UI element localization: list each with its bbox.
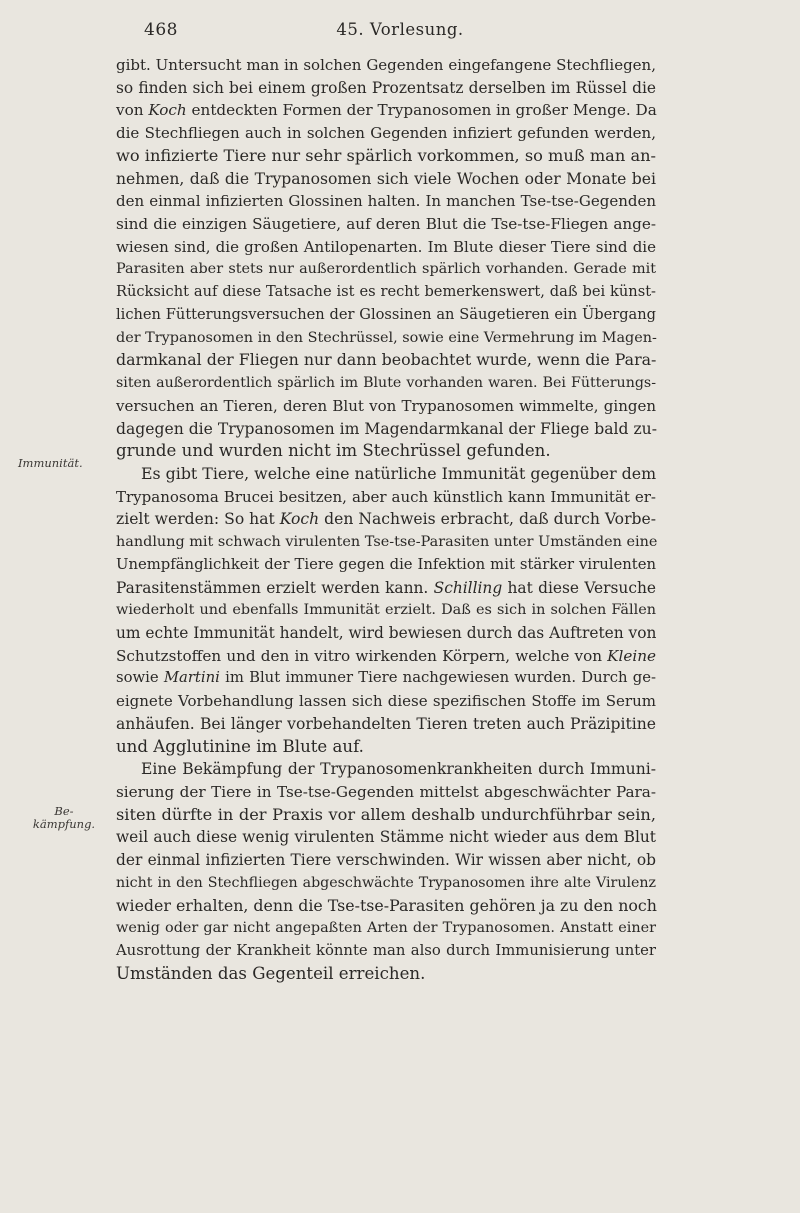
body-text xyxy=(116,54,656,985)
text-line: Schutzstoffen und den in vitro wirkenden Körpern, welche von Kleine xyxy=(116,646,656,665)
text-line: nicht in den Stechfliegen abgeschwächte Trypanosomen ihre alte Virulenz xyxy=(116,874,656,891)
text-line: grunde und wurden nicht im Stechrüssel gefunden. xyxy=(116,441,551,461)
text-line: die Stechfliegen auch in solchen Gegenden infiziert gefunden werden, xyxy=(116,124,656,143)
text-line: Trypanosoma Brucei besitzen, aber auch künstlich kann Immunität er- xyxy=(116,487,656,506)
running-head: 45. Vorlesung. xyxy=(336,20,464,39)
text-line: der Trypanosomen in den Stechrüssel, sowie eine Vermehrung im Magen- xyxy=(116,329,657,346)
text-line: von Koch entdeckten Formen der Trypanosomen in großer Menge. Da xyxy=(116,101,657,120)
text-line: handlung mit schwach virulenten Tse-tse-Parasiten unter Umständen eine xyxy=(116,534,658,551)
text-line: wieder erhalten, denn die Tse-tse-Parasiten gehören ja zu den noch xyxy=(116,895,657,915)
text-line: und Agglutinine im Blute auf. xyxy=(116,736,364,756)
text-line: dagegen die Trypanosomen im Magendarmkanal der Fliege bald zu- xyxy=(116,419,657,438)
text-line: wiesen sind, die großen Antilopenarten. Im Blute dieser Tiere sind die xyxy=(116,237,656,256)
text-line: wenig oder gar nicht angepaßten Arten der Trypanosomen. Anstatt einer xyxy=(116,920,656,937)
page-header xyxy=(0,20,800,44)
text-line: wiederholt und ebenfalls Immunität erzielt. Daß es sich in solchen Fällen xyxy=(116,602,656,619)
text-line: Umständen das Gegenteil erreichen. xyxy=(116,963,426,983)
text-line: Ausrottung der Krankheit könnte man also durch Immunisierung unter xyxy=(116,942,656,960)
text-line: siten außerordentlich spärlich im Blute vorhanden waren. Bei Fütterungs- xyxy=(116,375,656,392)
text-line: eignete Vorbehandlung lassen sich diese spezifischen Stoffe im Serum xyxy=(116,692,656,711)
text-line: zielt werden: So hat Koch den Nachweis erbracht, daß durch Vorbe- xyxy=(116,510,657,529)
page-number: 468 xyxy=(144,20,178,40)
text-line: sierung der Tiere in Tse-tse-Gegenden mittelst abgeschwächter Para- xyxy=(116,783,656,801)
text-line: Parasiten aber stets nur außerordentlich spärlich vorhanden. Gerade mit xyxy=(116,261,656,278)
text-line: wo infizierte Tiere nur sehr spärlich vorkommen, so muß man an- xyxy=(116,145,656,165)
text-line: um echte Immunität handelt, wird bewiesen durch das Auftreten von xyxy=(116,623,657,642)
text-line: siten dürfte in der Praxis vor allem deshalb undurchführbar sein, xyxy=(116,804,656,824)
margin-note-bekaempfung xyxy=(18,805,110,831)
margin-note-text: Immunität. xyxy=(18,456,83,470)
text-line: Parasitenstämmen erzielt werden kann. Schilling hat diese Versuche xyxy=(116,578,656,597)
text-line: gibt. Untersucht man in solchen Gegenden eingefangene Stechfliegen, xyxy=(116,56,656,74)
text-line: lichen Fütterungsversuchen der Glossinen an Säugetieren ein Übergang xyxy=(116,305,656,323)
text-line: so finden sich bei einem großen Prozentsatz derselben im Rüssel die xyxy=(116,78,656,97)
text-line: Unempfänglichkeit der Tiere gegen die Infektion mit stärker virulenten xyxy=(116,555,656,573)
text-line: Rücksicht auf diese Tatsache ist es recht bemerkenswert, daß bei künst- xyxy=(116,283,656,301)
text-line: sowie Martini im Blut immuner Tiere nachgewiesen wurden. Durch ge- xyxy=(116,669,656,687)
text-line: nehmen, daß die Trypanosomen sich viele Wochen oder Monate bei xyxy=(116,169,656,188)
text-line: sind die einzigen Säugetiere, auf deren Blut die Tse-tse-Fliegen ange- xyxy=(116,215,656,234)
text-line: den einmal infizierten Glossinen halten. In manchen Tse-tse-Gegenden xyxy=(116,192,656,211)
text-line: weil auch diese wenig virulenten Stämme nicht wieder aus dem Blut xyxy=(116,828,656,847)
margin-note-immunitaet xyxy=(18,457,110,470)
text-line: anhäufen. Bei länger vorbehandelten Tieren treten auch Präzipitine xyxy=(116,714,656,733)
text-line: darmkanal der Fliegen nur dann beobachtet wurde, wenn die Para- xyxy=(116,350,657,370)
margin-note-text: kämpfung. xyxy=(32,817,96,831)
text-line: versuchen an Tieren, deren Blut von Trypanosomen wimmelte, gingen xyxy=(116,396,656,415)
margin-note-text: Be- xyxy=(54,804,74,818)
text-line: Es gibt Tiere, welche eine natürliche Immunität gegenüber dem xyxy=(141,463,657,483)
text-line: Eine Bekämpfung der Trypanosomenkrankheiten durch Immuni- xyxy=(141,760,656,779)
text-line: der einmal infizierten Tiere verschwinden. Wir wissen aber nicht, ob xyxy=(116,851,656,870)
